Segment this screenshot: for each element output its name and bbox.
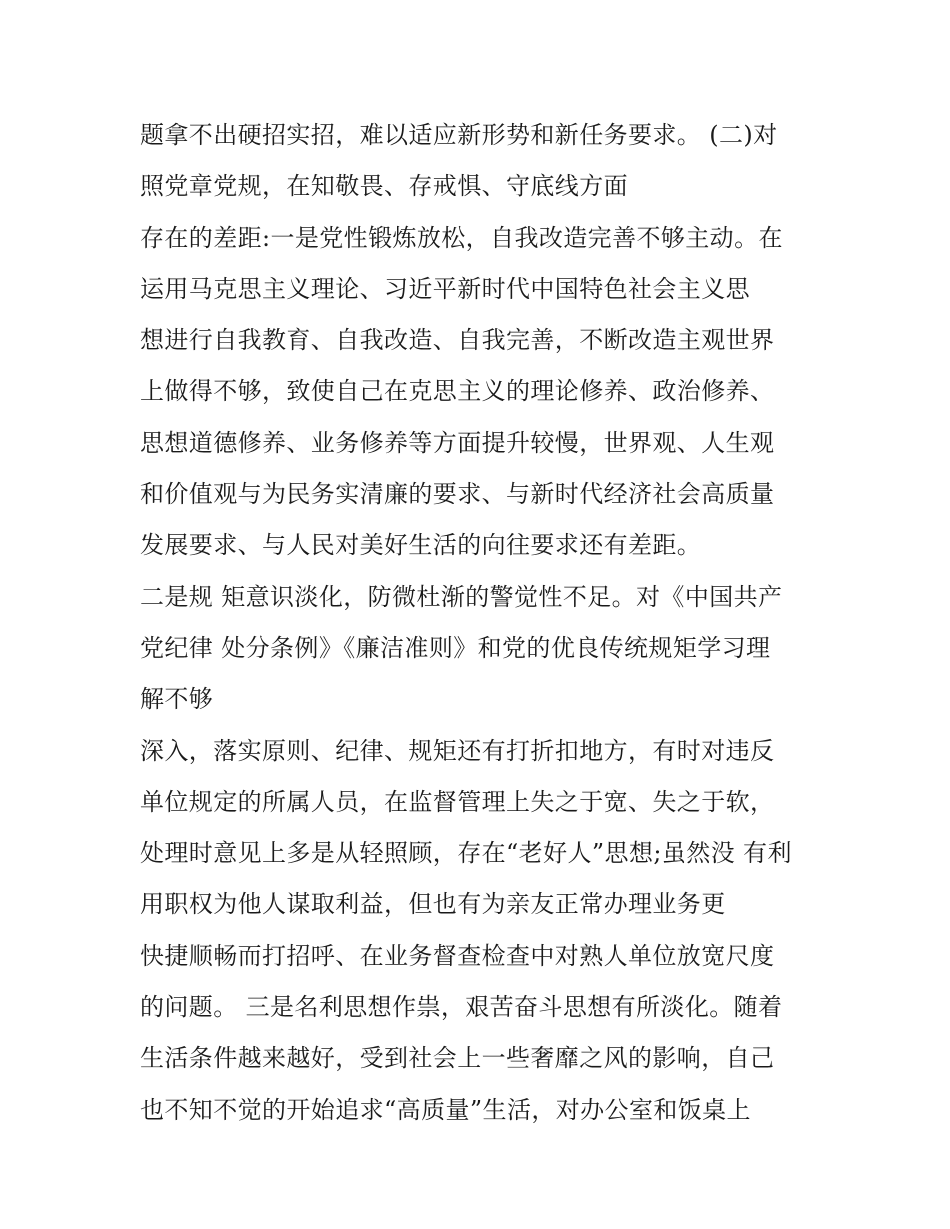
text-line-8: 和价值观与为民务实清廉的要求、与新时代经济社会高质量	[140, 480, 775, 509]
text-line-11: 党纪律 处分条例》《廉洁准则》和党的优良传统规矩学习理	[140, 633, 771, 662]
text-line-16: 用职权为他人谋取利益，但也有为亲友正常办理业务更	[140, 890, 726, 919]
text-line-4: 运用马克思主义理论、习近平新时代中国特色社会主义思	[140, 274, 750, 303]
text-line-12: 解不够	[140, 685, 214, 714]
text-line-1: 题拿不出硬招实招，难以适应新形势和新任务要求。 (二)对	[140, 121, 778, 149]
text-line-3: 存在的差距:一是党性锻炼放松，自我改造完善不够主动。在	[140, 223, 783, 252]
text-line-19: 生活条件越来越好，受到社会上一些奢靡之风的影响，自己	[140, 1044, 775, 1073]
body-text	[140, 110, 820, 1136]
text-line-14: 单位规定的所属人员，在监督管理上失之于宽、失之于软，	[140, 787, 775, 816]
text-line-20: 也不知不觉的开始追求“高质量”生活，对办公室和饭桌上	[140, 1095, 751, 1124]
text-line-13: 深入，落实原则、纪律、规矩还有打折扣地方，有时对违反	[140, 736, 775, 765]
text-line-17: 快捷顺畅而打招呼、在业务督查检查中对熟人单位放宽尺度	[140, 941, 775, 970]
text-line-10: 二是规 矩意识淡化，防微杜渐的警觉性不足。对《中国共产	[140, 582, 783, 611]
text-line-15: 处理时意见上多是从轻照顾，存在“老好人”思想;虽然没 有利	[140, 839, 792, 868]
text-line-18: 的问题。 三是名利思想作祟，艰苦奋斗思想有所淡化。随着	[140, 993, 783, 1022]
text-line-6: 上做得不够，致使自己在克思主义的理论修养、政治修养、	[140, 377, 775, 406]
text-line-2: 照党章党规，在知敬畏、存戒惧、守底线方面	[140, 172, 628, 201]
text-line-5: 想进行自我教育、自我改造、自我完善，不断改造主观世界	[140, 326, 775, 355]
text-line-9: 发展要求、与人民对美好生活的向往要求还有差距。	[140, 531, 702, 560]
text-line-7: 思想道德修养、业务修养等方面提升较慢，世界观、人生观	[140, 428, 775, 457]
